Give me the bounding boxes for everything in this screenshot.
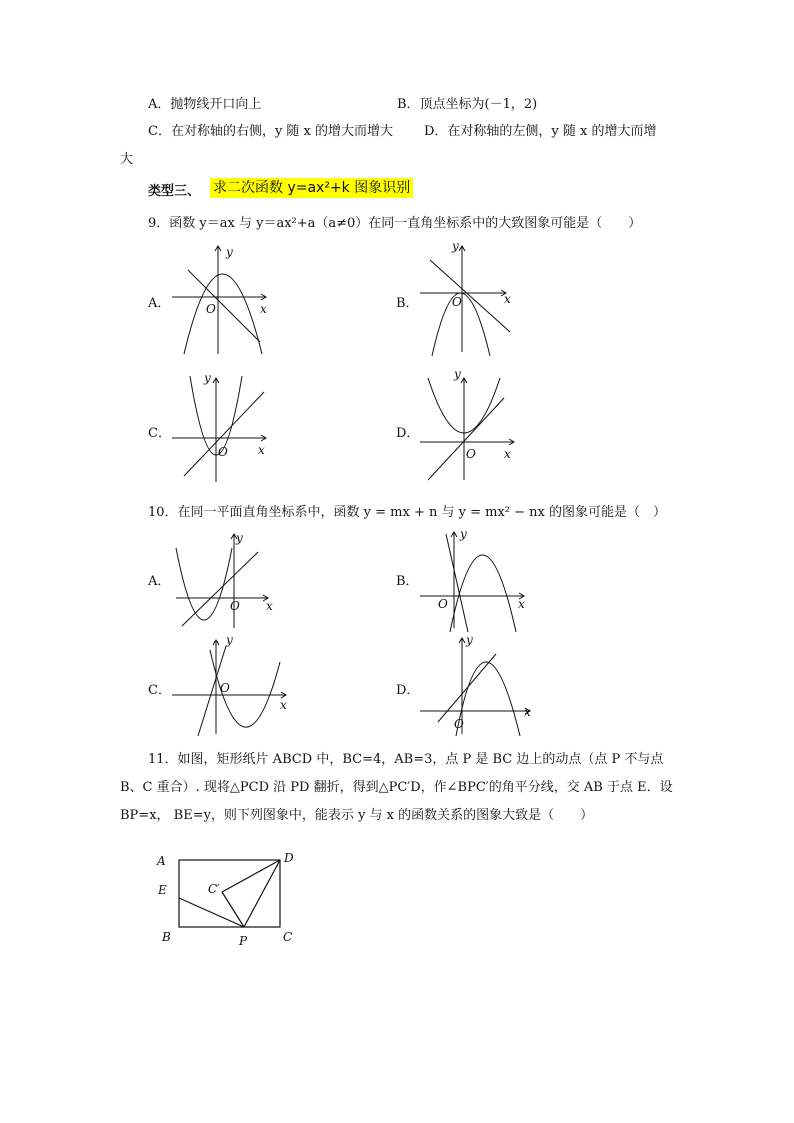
svg-text:O: O: [206, 302, 216, 316]
svg-text:x: x: [266, 599, 273, 613]
label-d: D: [284, 851, 294, 865]
svg-text:y: y: [466, 633, 473, 647]
svg-text:y: y: [226, 633, 233, 647]
label-e: E: [158, 883, 167, 897]
q9-stem: 9．函数 y＝ax 与 y＝ax²+a（a≠0）在同一直角坐标系中的大致图象可能是（ ）: [148, 216, 642, 231]
svg-text:x: x: [504, 447, 511, 461]
svg-text:x: x: [518, 597, 525, 611]
svg-text:x: x: [280, 698, 287, 712]
section-label: 类型三、: [148, 184, 201, 199]
svg-text:y: y: [236, 531, 243, 545]
svg-text:y: y: [460, 527, 467, 541]
q10-label-d: D．: [396, 683, 420, 698]
svg-text:O: O: [230, 599, 240, 613]
q9-label-b: B．: [396, 296, 419, 311]
q8-option-b: B．顶点坐标为(－1，2): [397, 97, 538, 112]
q8-option-d-wrap: 大: [120, 152, 134, 167]
svg-text:x: x: [504, 292, 511, 306]
svg-text:y: y: [226, 245, 233, 259]
q11-line-2: B、C 重合）. 现将△PCD 沿 PD 翻折，得到△PC′D，作∠BPC′的角平分线，交 AB 于点 E．设: [120, 780, 673, 795]
q10-graph-d: [418, 632, 538, 737]
svg-text:O: O: [438, 597, 448, 611]
q9-label-a: A．: [148, 296, 171, 311]
svg-text:y: y: [452, 239, 459, 253]
svg-text:x: x: [258, 443, 265, 457]
svg-text:O: O: [454, 717, 464, 731]
q10-graph-c: [170, 632, 290, 737]
q10-label-b: B．: [396, 574, 419, 589]
q9-graph-b: [418, 240, 518, 355]
label-b: B: [162, 930, 171, 944]
q11-rectangle-figure: [152, 848, 312, 948]
svg-text:O: O: [218, 445, 228, 459]
label-c-prime: C′: [208, 882, 220, 896]
svg-text:x: x: [524, 705, 531, 719]
q11-line-1: 11．如图，矩形纸片 ABCD 中，BC=4，AB=3，点 P 是 BC 边上的动点（点 P 不与点: [148, 752, 664, 767]
q9-graph-a: [170, 242, 270, 357]
q10-graph-b: [418, 528, 538, 633]
label-a: A: [157, 854, 166, 868]
label-c: C: [283, 930, 293, 944]
svg-text:O: O: [452, 295, 462, 309]
q10-label-c: C．: [148, 683, 171, 698]
q8-option-d: D．在对称轴的左侧，y 随 x 的增大而增: [424, 124, 657, 139]
q10-graph-a: [170, 528, 280, 633]
q9-graph-c: [170, 370, 270, 485]
svg-text:O: O: [466, 447, 476, 461]
svg-text:O: O: [220, 681, 230, 695]
q10-stem: 10．在同一平面直角坐标系中，函数 y = mx + n 与 y = mx² − nx 的图象可能是（ ）: [148, 505, 666, 520]
label-p: P: [239, 934, 248, 948]
q9-graph-d: [418, 368, 518, 483]
q9-label-d: D．: [396, 426, 420, 441]
q10-label-a: A．: [148, 574, 171, 589]
q8-option-a: A．抛物线开口向上: [148, 97, 262, 112]
svg-text:y: y: [204, 371, 211, 385]
q11-line-3: BP=x， BE=y，则下列图象中，能表示 y 与 x 的函数关系的图象大致是（ ）: [120, 808, 594, 823]
q9-label-c: C．: [148, 426, 171, 441]
svg-text:y: y: [454, 367, 461, 381]
section-highlight: 求二次函数 y=ax²+k 图象识别: [210, 178, 413, 198]
q8-option-c: C．在对称轴的右侧，y 随 x 的增大而增大: [148, 124, 394, 139]
svg-text:x: x: [260, 302, 267, 316]
